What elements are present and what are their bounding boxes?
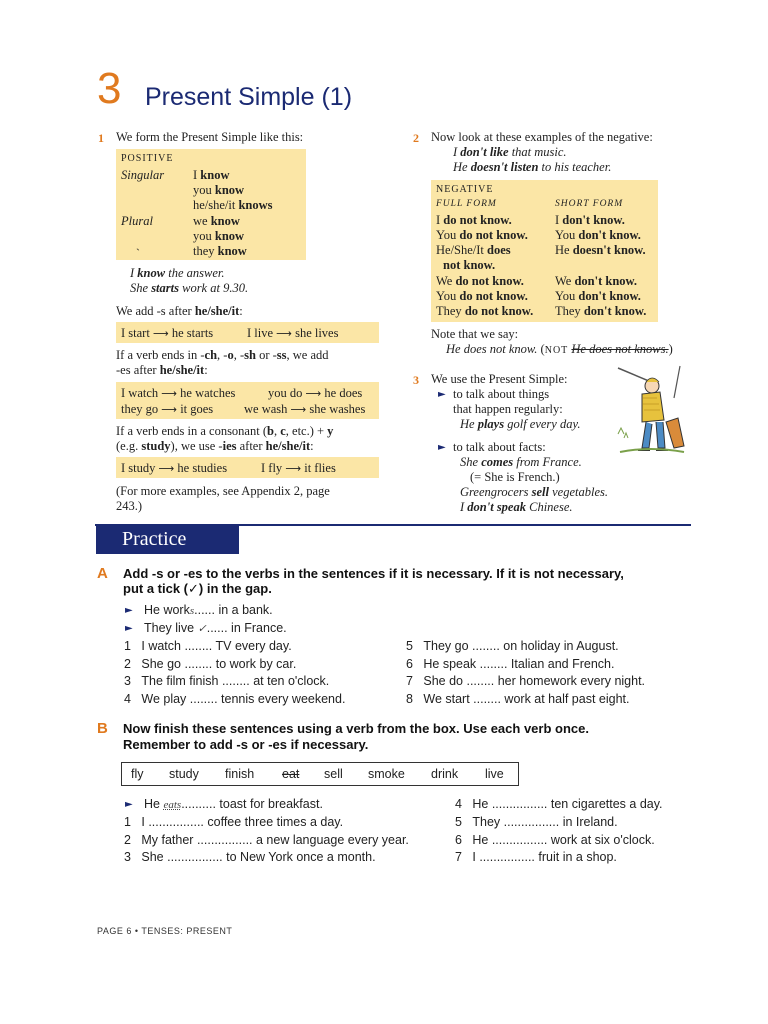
positive-row: he/she/it knows <box>193 198 273 212</box>
exercise-a-instruction: Add -s or -es to the verbs in the sentences if it is necessary. If it is not necessary, <box>123 566 624 581</box>
negative-full-cell: You do not know. <box>436 228 528 242</box>
exercise-item[interactable]: 5 They go ........ on holiday in August. <box>406 639 619 653</box>
example-pair: you do ⟶ he does <box>268 386 363 400</box>
arrow-icon: ⟶ <box>161 387 178 400</box>
example-item: They live ✓...... in France. <box>144 621 287 635</box>
example-pair: I watch ⟶ he watches <box>121 386 236 400</box>
verb-option: study <box>169 767 199 781</box>
bullet-icon: ► <box>438 442 446 453</box>
arrow-icon: ⟶ <box>158 462 175 475</box>
negative-short-cell: He doesn't know. <box>555 243 646 257</box>
practice-title: Practice <box>122 528 187 550</box>
example-pair: I study ⟶ he studies <box>121 461 228 475</box>
exercise-item[interactable]: 4 We play ........ tennis every weekend. <box>124 692 346 706</box>
note-we-say: Note that we say: <box>431 327 519 341</box>
negative-short-cell: They don't know. <box>555 304 647 318</box>
example-pair: I start ⟶ he starts <box>121 326 214 340</box>
exercise-item[interactable]: 5 They ................ in Ireland. <box>455 815 618 829</box>
verb-option-used: eat <box>282 767 300 781</box>
example-sentence: He plays golf every day. <box>460 417 581 431</box>
positive-heading: POSITIVE <box>121 153 174 164</box>
positive-row: you know <box>193 229 245 243</box>
exercise-item[interactable]: 7 I ................ fruit in a shop. <box>455 850 617 864</box>
section-2-intro: Now look at these examples of the negative: <box>431 130 653 144</box>
example-item: He works...... in a bank. <box>144 603 273 617</box>
appendix-note: 243.) <box>116 499 143 513</box>
pen-mark: ˎ <box>136 237 140 251</box>
exercise-item[interactable]: 1 I ................ coffee three times a day. <box>124 815 344 829</box>
example-sentence: He doesn't listen to his teacher. <box>453 160 612 174</box>
arrow-icon: ⟶ <box>290 403 307 416</box>
arrow-icon: ⟶ <box>276 327 292 340</box>
exercise-b-instruction: Now finish these sentences using a verb from the box. Use each verb once. <box>123 721 589 736</box>
arrow-icon: ⟶ <box>152 327 169 340</box>
exercise-item[interactable]: 6 He ................ work at six o'clock. <box>455 833 655 847</box>
negative-heading: NEGATIVE <box>436 184 494 195</box>
example-sentence: She starts work at 9.30. <box>130 281 249 295</box>
bullet-icon: ► <box>125 799 133 810</box>
exercise-item[interactable]: 1 I watch ........ TV every day. <box>124 639 292 653</box>
rule-ies-line1: If a verb ends in a consonant (b, c, etc.) + y <box>116 424 334 438</box>
negative-full-cell: They do not know. <box>436 304 534 318</box>
verb-option: finish <box>225 767 255 781</box>
exercise-item[interactable]: 7 She do ........ her homework every night. <box>406 674 646 688</box>
verb-option: fly <box>131 767 144 781</box>
page-footer: PAGE 6 • TENSES: PRESENT <box>97 926 233 936</box>
use-facts-line: to talk about facts: <box>453 440 546 454</box>
negative-short-cell: You don't know. <box>555 228 641 242</box>
bullet-icon: ► <box>125 605 133 616</box>
example-pair: we wash ⟶ she washes <box>244 402 366 416</box>
example-note: (= She is French.) <box>470 470 560 484</box>
verb-option: live <box>485 767 504 781</box>
rule-add-es-line2: -es after he/she/it: <box>116 363 208 377</box>
negative-short-cell: You don't know. <box>555 289 641 303</box>
positive-row: you know <box>193 183 245 197</box>
bullet-icon: ► <box>125 623 133 634</box>
verb-option: drink <box>431 767 459 781</box>
arrow-icon: ⟶ <box>161 403 178 416</box>
rule-add-es-line1: If a verb ends in -ch, -o, -sh or -ss, we add <box>116 348 329 362</box>
exercise-a-instruction: put a tick (✓) in the gap. <box>123 581 272 596</box>
verb-option: smoke <box>368 767 405 781</box>
negative-full-cell: You do not know. <box>436 289 528 303</box>
negative-short-cell: I don't know. <box>555 213 625 227</box>
use-regular-line1: to talk about things <box>453 387 550 401</box>
full-form-label: FULL FORM <box>436 199 497 209</box>
example-pair: I fly ⟶ it flies <box>261 461 336 475</box>
exercise-item[interactable]: 3 She ................ to New York once a month. <box>124 850 376 864</box>
plural-label: Plural <box>121 214 153 228</box>
section-1-intro: We form the Present Simple like this: <box>116 130 304 144</box>
section-2-number: 2 <box>413 131 419 145</box>
example-sentence: I don't speak Chinese. <box>460 500 573 514</box>
exercise-item[interactable]: 4 He ................ ten cigarettes a day. <box>455 797 663 811</box>
example-pair: they go ⟶ it goes <box>121 402 214 416</box>
positive-row: I know <box>193 168 230 182</box>
unit-number: 3 <box>97 64 122 113</box>
example-sentence: I know the answer. <box>130 266 225 280</box>
exercise-item[interactable]: 6 He speak ........ Italian and French. <box>406 657 615 671</box>
negative-full-cell: He/She/It does <box>436 243 511 257</box>
arrow-icon: ⟶ <box>305 387 322 400</box>
negative-full-cell: not know. <box>443 258 496 272</box>
exercise-b-instruction: Remember to add -s or -es if necessary. <box>123 737 369 752</box>
use-regular-line2: that happen regularly: <box>453 402 563 416</box>
negative-short-cell: We don't know. <box>555 274 638 288</box>
note-example: He does not know. (NOT He does not knows.) <box>446 342 673 356</box>
verb-option: sell <box>324 767 343 781</box>
exercise-a-letter: A <box>97 565 108 582</box>
exercise-item[interactable]: 3 The film finish ........ at ten o'clock. <box>124 674 330 688</box>
rule-ies-line2: (e.g. study), we use -ies after he/she/it: <box>116 439 314 453</box>
negative-full-cell: I do not know. <box>436 213 512 227</box>
example-sentence: She comes from France. <box>460 455 582 469</box>
exercise-item[interactable]: 2 My father ................ a new language every year. <box>124 833 409 847</box>
section-3-number: 3 <box>413 373 419 387</box>
exercise-item[interactable]: 2 She go ........ to work by car. <box>124 657 297 671</box>
example-sentence: Greengrocers sell vegetables. <box>460 485 608 499</box>
positive-row: they know <box>193 244 247 258</box>
exercise-b-letter: B <box>97 720 108 737</box>
bullet-icon: ► <box>438 389 446 400</box>
example-pair: I live ⟶ she lives <box>247 326 339 340</box>
section-3-intro: We use the Present Simple: <box>431 372 568 386</box>
example-item: He eats.......... toast for breakfast. <box>144 797 323 811</box>
example-sentence: I don't like that music. <box>453 145 567 159</box>
singular-label: Singular <box>121 168 165 182</box>
negative-full-cell: We do not know. <box>436 274 524 288</box>
arrow-icon: ⟶ <box>285 462 302 475</box>
exercise-item[interactable]: 8 We start ........ work at half past eight. <box>406 692 630 706</box>
section-1-number: 1 <box>98 131 104 145</box>
appendix-note: (For more examples, see Appendix 2, page <box>116 484 330 498</box>
positive-row: we know <box>193 214 240 228</box>
page-title: Present Simple (1) <box>145 83 353 111</box>
rule-add-s: We add -s after he/she/it: <box>116 304 243 318</box>
golfer-illustration <box>612 364 692 460</box>
short-form-label: SHORT FORM <box>555 199 624 209</box>
